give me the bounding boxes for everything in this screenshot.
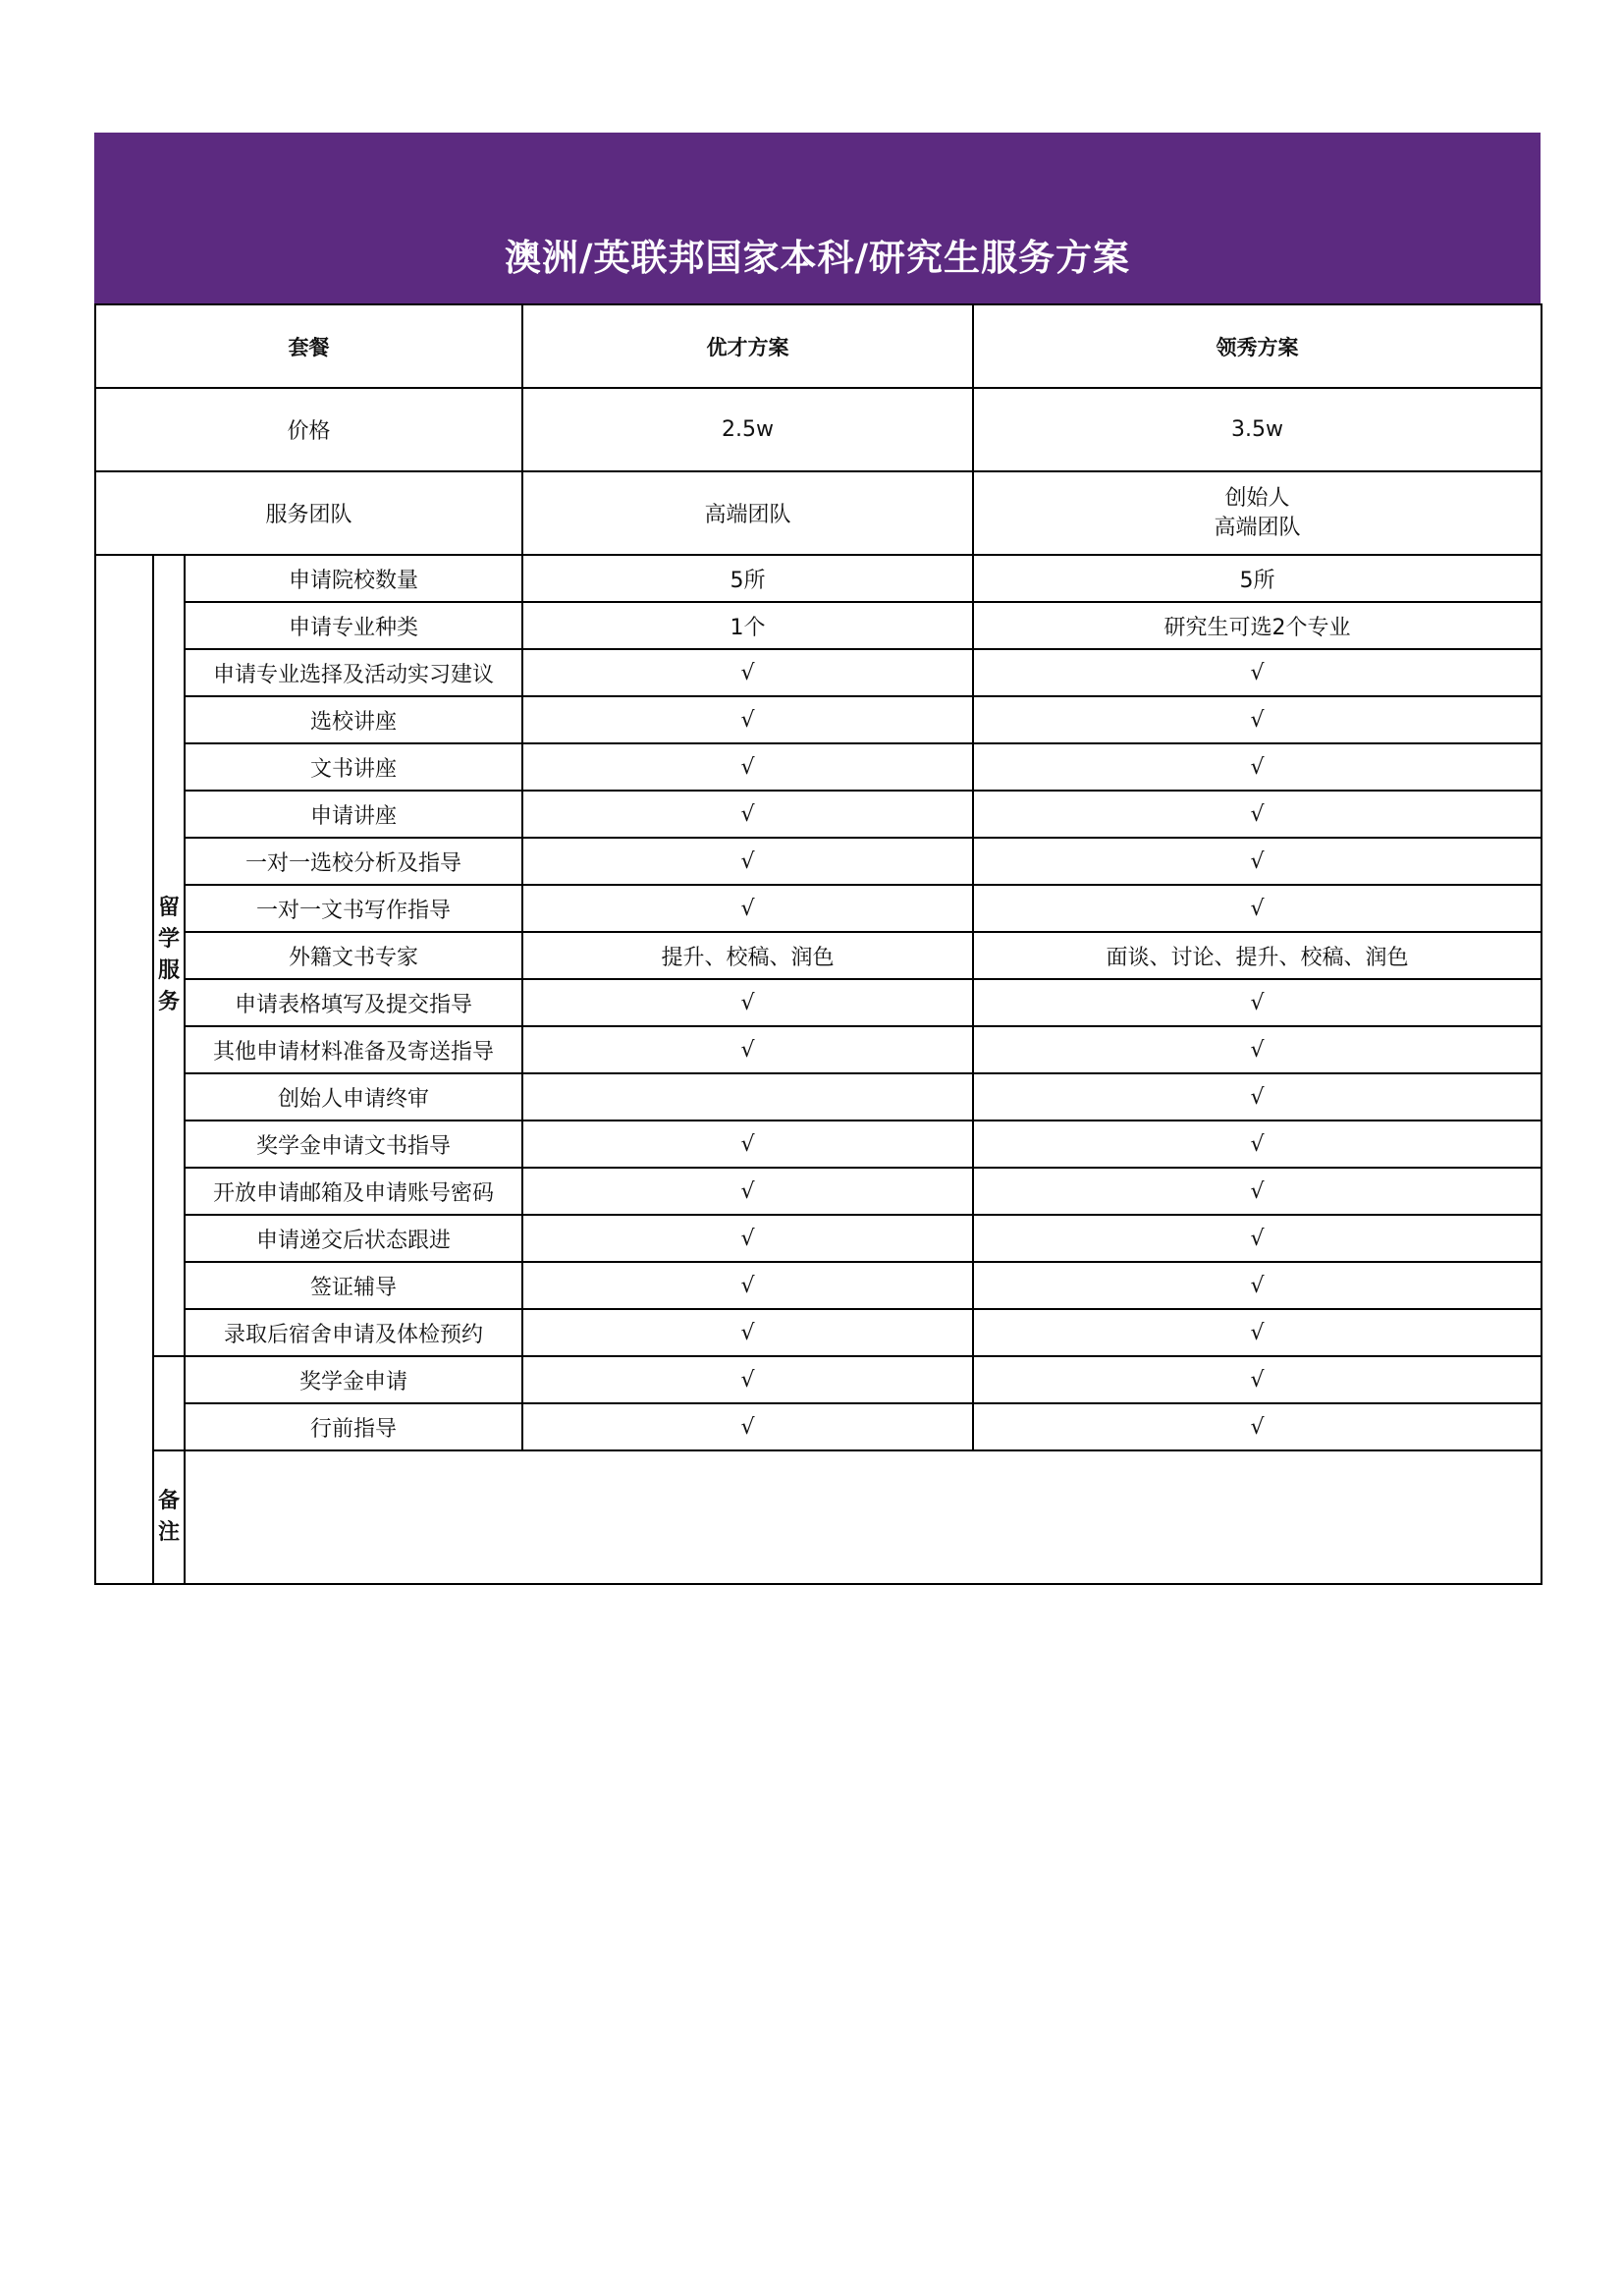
team-plan-b — [973, 471, 1542, 555]
service-row — [95, 555, 1542, 602]
team-row — [95, 471, 1542, 555]
service-plan-a-value: √ — [522, 1026, 973, 1073]
service-name: 一对一选校分析及指导 — [185, 838, 522, 885]
service-plan-b-value: √ — [973, 1121, 1542, 1168]
team-plan-b-line2: 高端团队 — [1214, 515, 1301, 540]
title-banner — [94, 133, 1541, 303]
notes-content — [185, 1450, 1542, 1584]
extra-service-row — [95, 1403, 1542, 1450]
service-row — [95, 1121, 1542, 1168]
service-name: 签证辅导 — [185, 1262, 522, 1309]
service-plan-a-value: √ — [522, 1309, 973, 1356]
service-row — [95, 791, 1542, 838]
service-plan-b-value: √ — [973, 1309, 1542, 1356]
service-plan-b-value: 研究生可选2个专业 — [973, 602, 1542, 649]
service-plan-a-value: √ — [522, 743, 973, 791]
service-name: 申请递交后状态跟进 — [185, 1215, 522, 1262]
service-name: 申请院校数量 — [185, 555, 522, 602]
extra-plan-a-value: √ — [522, 1403, 973, 1450]
extra-section-label — [153, 1356, 185, 1450]
price-plan-b: 3.5w — [973, 388, 1542, 471]
extra-service-name: 行前指导 — [185, 1403, 522, 1450]
service-plan-a-value: √ — [522, 838, 973, 885]
extra-service-row — [95, 1356, 1542, 1403]
service-name: 外籍文书专家 — [185, 932, 522, 979]
service-plan-a-value: √ — [522, 696, 973, 743]
section-label-study-service — [153, 555, 185, 1356]
service-name: 开放申请邮箱及申请账号密码 — [185, 1168, 522, 1215]
header-plan-b: 领秀方案 — [973, 304, 1542, 388]
service-plan-b-value: √ — [973, 743, 1542, 791]
service-row — [95, 1026, 1542, 1073]
service-row — [95, 1215, 1542, 1262]
header-plan-a: 优才方案 — [522, 304, 973, 388]
service-row — [95, 1073, 1542, 1121]
service-plan-table — [94, 303, 1542, 1585]
service-row — [95, 696, 1542, 743]
service-plan-a-value: √ — [522, 1262, 973, 1309]
team-label: 服务团队 — [95, 471, 522, 555]
service-plan-b-value: 5所 — [973, 555, 1542, 602]
service-plan-a-value: 提升、校稿、润色 — [522, 932, 973, 979]
notes-label-char: 备 — [157, 1489, 180, 1513]
service-plan-b-value: √ — [973, 1168, 1542, 1215]
service-name: 申请表格填写及提交指导 — [185, 979, 522, 1026]
service-plan-b-value: √ — [973, 1262, 1542, 1309]
price-row — [95, 388, 1542, 471]
service-plan-a-value: √ — [522, 1168, 973, 1215]
service-plan-b-value: √ — [973, 649, 1542, 696]
left-blank-cell — [95, 555, 153, 1584]
service-row — [95, 979, 1542, 1026]
team-plan-a: 高端团队 — [522, 471, 973, 555]
extra-plan-a-value: √ — [522, 1356, 973, 1403]
service-plan-a-value: √ — [522, 979, 973, 1026]
service-row — [95, 1309, 1542, 1356]
service-name: 录取后宿舍申请及体检预约 — [185, 1309, 522, 1356]
service-row — [95, 1262, 1542, 1309]
header-row — [95, 304, 1542, 388]
team-plan-b-line1: 创始人 — [1224, 485, 1290, 511]
service-row — [95, 1168, 1542, 1215]
service-plan-a-value — [522, 1073, 973, 1121]
service-plan-b-value: √ — [973, 885, 1542, 932]
notes-row — [95, 1450, 1542, 1584]
page-title: 澳洲/英联邦国家本科/研究生服务方案 — [504, 237, 1131, 279]
section-label-char: 留 — [157, 896, 180, 920]
price-plan-a: 2.5w — [522, 388, 973, 471]
service-plan-b-value: √ — [973, 979, 1542, 1026]
header-package: 套餐 — [95, 304, 522, 388]
service-name: 申请专业选择及活动实习建议 — [185, 649, 522, 696]
extra-plan-b-value: √ — [973, 1403, 1542, 1450]
service-row — [95, 649, 1542, 696]
notes-label-char: 注 — [157, 1520, 180, 1545]
service-name: 选校讲座 — [185, 696, 522, 743]
service-name: 文书讲座 — [185, 743, 522, 791]
service-plan-b-value: √ — [973, 838, 1542, 885]
section-label-char: 务 — [157, 990, 180, 1014]
extra-service-name: 奖学金申请 — [185, 1356, 522, 1403]
service-plan-b-value: √ — [973, 791, 1542, 838]
service-row — [95, 838, 1542, 885]
service-plan-a-value: √ — [522, 791, 973, 838]
service-name: 申请讲座 — [185, 791, 522, 838]
service-plan-b-value: 面谈、讨论、提升、校稿、润色 — [973, 932, 1542, 979]
service-name: 创始人申请终审 — [185, 1073, 522, 1121]
price-label: 价格 — [95, 388, 522, 471]
service-plan-a-value: √ — [522, 1121, 973, 1168]
service-plan-a-value: √ — [522, 1215, 973, 1262]
service-plan-a-value: 1个 — [522, 602, 973, 649]
section-label-char: 服 — [157, 958, 180, 983]
service-plan-a-value: 5所 — [522, 555, 973, 602]
service-row — [95, 743, 1542, 791]
service-plan-a-value: √ — [522, 649, 973, 696]
service-plan-b-value: √ — [973, 1026, 1542, 1073]
service-name: 奖学金申请文书指导 — [185, 1121, 522, 1168]
extra-plan-b-value: √ — [973, 1356, 1542, 1403]
notes-label — [153, 1450, 185, 1584]
service-plan-b-value: √ — [973, 1073, 1542, 1121]
service-name: 一对一文书写作指导 — [185, 885, 522, 932]
service-plan-b-value: √ — [973, 696, 1542, 743]
service-row — [95, 602, 1542, 649]
service-row — [95, 885, 1542, 932]
section-label-char: 学 — [157, 927, 180, 952]
service-plan-a-value: √ — [522, 885, 973, 932]
service-name: 申请专业种类 — [185, 602, 522, 649]
service-plan-b-value: √ — [973, 1215, 1542, 1262]
service-name: 其他申请材料准备及寄送指导 — [185, 1026, 522, 1073]
service-row — [95, 932, 1542, 979]
